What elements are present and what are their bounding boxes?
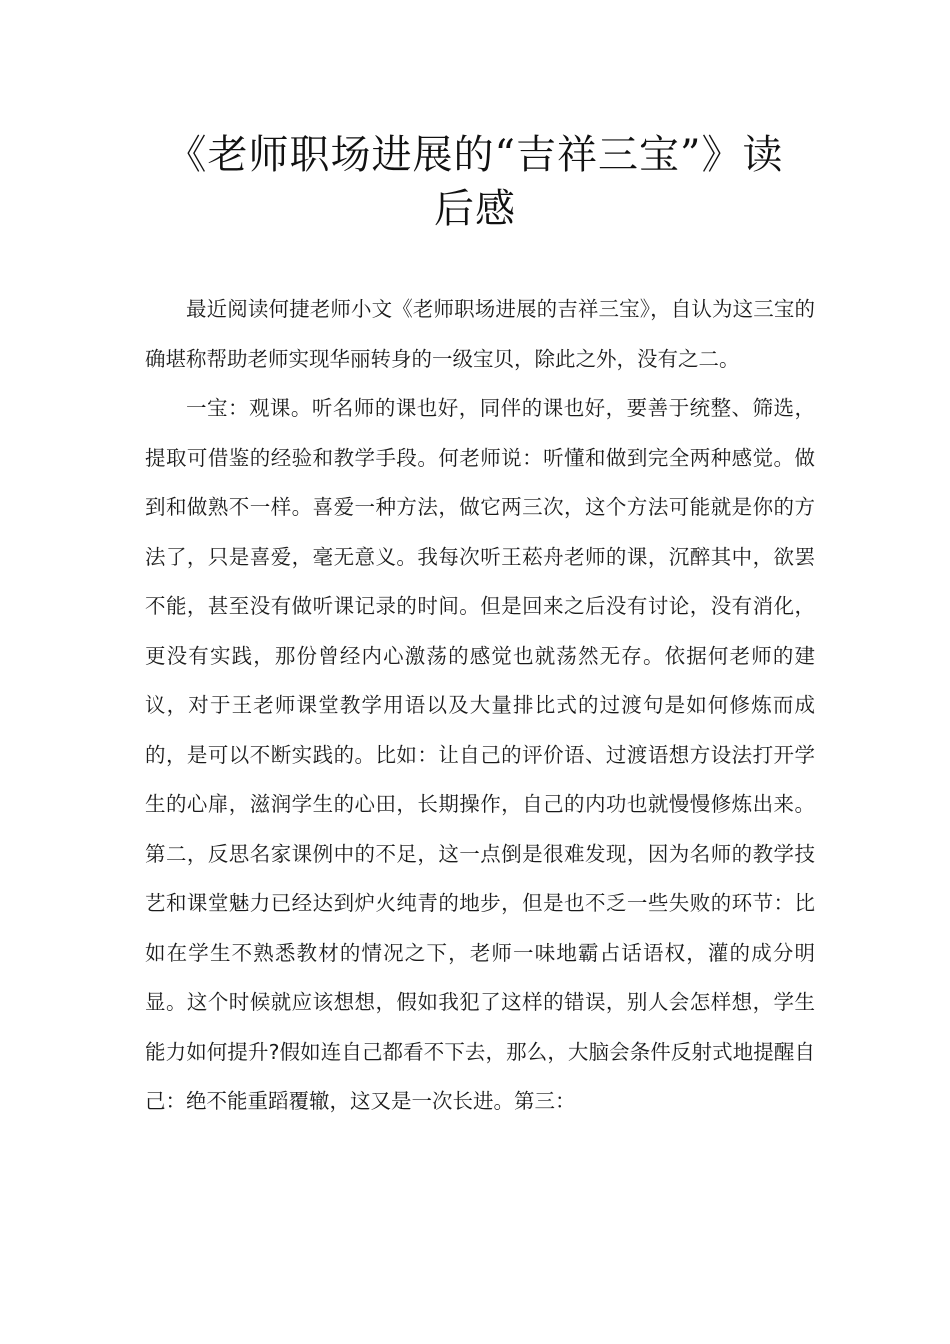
paragraph-first-treasure: 一宝：观课。听名师的课也好，同伴的课也好，要善于统整、筛选，提取可借鉴的经验和教学手段。何老师说：听懂和做到完全两种感觉。做到和做熟不一样。喜爱一种方法，做它两三次，这个方法可能就是你的方法了，只是喜爱，毫无意义。我每次听王菘舟老师的课，沉醉其中，欲罢不能，甚至没有做听课记录的时间。但是回来之后没有讨论，没有消化，更没有实践，那份曾经内心激荡的感觉也就荡然无存。依据何老师的建议，对于王老师课堂教学用语以及大量排比式的过渡句是如何修炼而成的，是可以不断实践的。比如：让自己的评价语、过渡语想方设法打开学生的心扉，滋润学生的心田，长期操作，自己的内功也就慢慢修炼出来。第二，反思名家课例中的不足，这一点倒是很难发现，因为名师的教学技艺和课堂魅力已经达到炉火纯青的地步，但是也不乏一些失败的环节：比如在学生不熟悉教材的情况之下，老师一味地霸占话语权，灌的成分明显。这个时候就应该想想，假如我犯了这样的错误，别人会怎样想，学生能力如何提升?假如连自己都看不下去，那么，大脑会条件反射式地提醒自己：绝不能重蹈覆辙，这又是一次长进。第三：: [145, 396, 815, 1113]
document-title: 《老师职场进展的“吉祥三宝”》读后感: [166, 132, 784, 232]
paragraph-intro: 最近阅读何捷老师小文《老师职场进展的吉祥三宝》，自认为这三宝的确堪称帮助老师实现华丽转身的一级宝贝，除此之外，没有之二。: [145, 297, 815, 371]
document-body: [145, 285, 815, 1127]
